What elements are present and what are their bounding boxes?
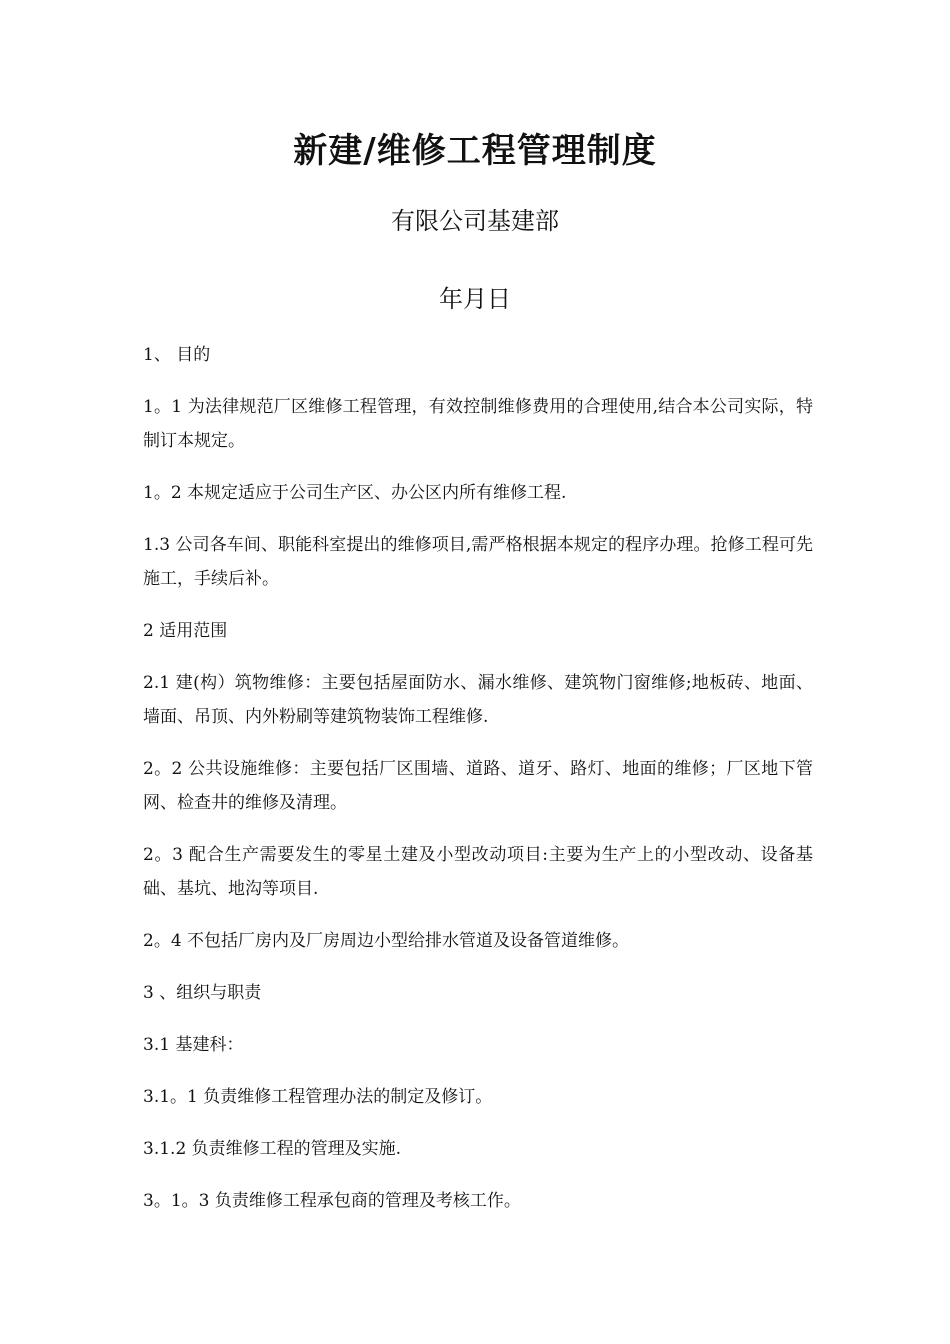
section-heading-purpose: 1、 目的 <box>143 345 211 365</box>
paragraph-3-1-2: 3.1.2 负责维修工程的管理及实施. <box>143 1139 402 1159</box>
paragraph-2-2: 2。2 公共设施维修：主要包括厂区围墙、道路、道牙、路灯、地面的维修；厂区地下管网、检查井的维修及清理。 <box>143 759 813 813</box>
paragraph-3-1: 3.1 基建科： <box>143 1035 244 1055</box>
paragraph-3-1-3: 3。1。3 负责维修工程承包商的管理及考核工作。 <box>143 1191 521 1211</box>
paragraph-1-2: 1。2 本规定适应于公司生产区、办公区内所有维修工程. <box>143 483 567 503</box>
section-heading-scope: 2 适用范围 <box>143 621 228 641</box>
paragraph-1-1: 1。1 为法律规范厂区维修工程管理，有效控制维修费用的合理使用,结合本公司实际，特制订本规定。 <box>143 397 813 451</box>
document-body <box>143 338 813 1236</box>
paragraph-2-1: 2.1 建(构）筑物维修：主要包括屋面防水、漏水维修、建筑物门窗维修;地板砖、地面、墙面、吊顶、内外粉刷等建筑物装饰工程维修. <box>143 673 813 727</box>
paragraph-2-4: 2。4 不包括厂房内及厂房周边小型给排水管道及设备管道维修。 <box>143 931 630 951</box>
paragraph-2-3: 2。3 配合生产需要发生的零星土建及小型改动项目:主要为生产上的小型改动、设备基础、基坑、地沟等项目. <box>143 845 813 899</box>
document-title: 新建/维修工程管理制度 <box>293 131 657 171</box>
department-name: 有限公司基建部 <box>391 207 559 235</box>
section-heading-organization: 3 、组织与职责 <box>143 983 262 1003</box>
document-date: 年月日 <box>439 285 511 313</box>
paragraph-3-1-1: 3.1。1 负责维修工程管理办法的制定及修订。 <box>143 1087 493 1107</box>
paragraph-1-3: 1.3 公司各车间、职能科室提出的维修项目,需严格根据本规定的程序办理。抢修工程可先施工，手续后补。 <box>143 535 813 589</box>
